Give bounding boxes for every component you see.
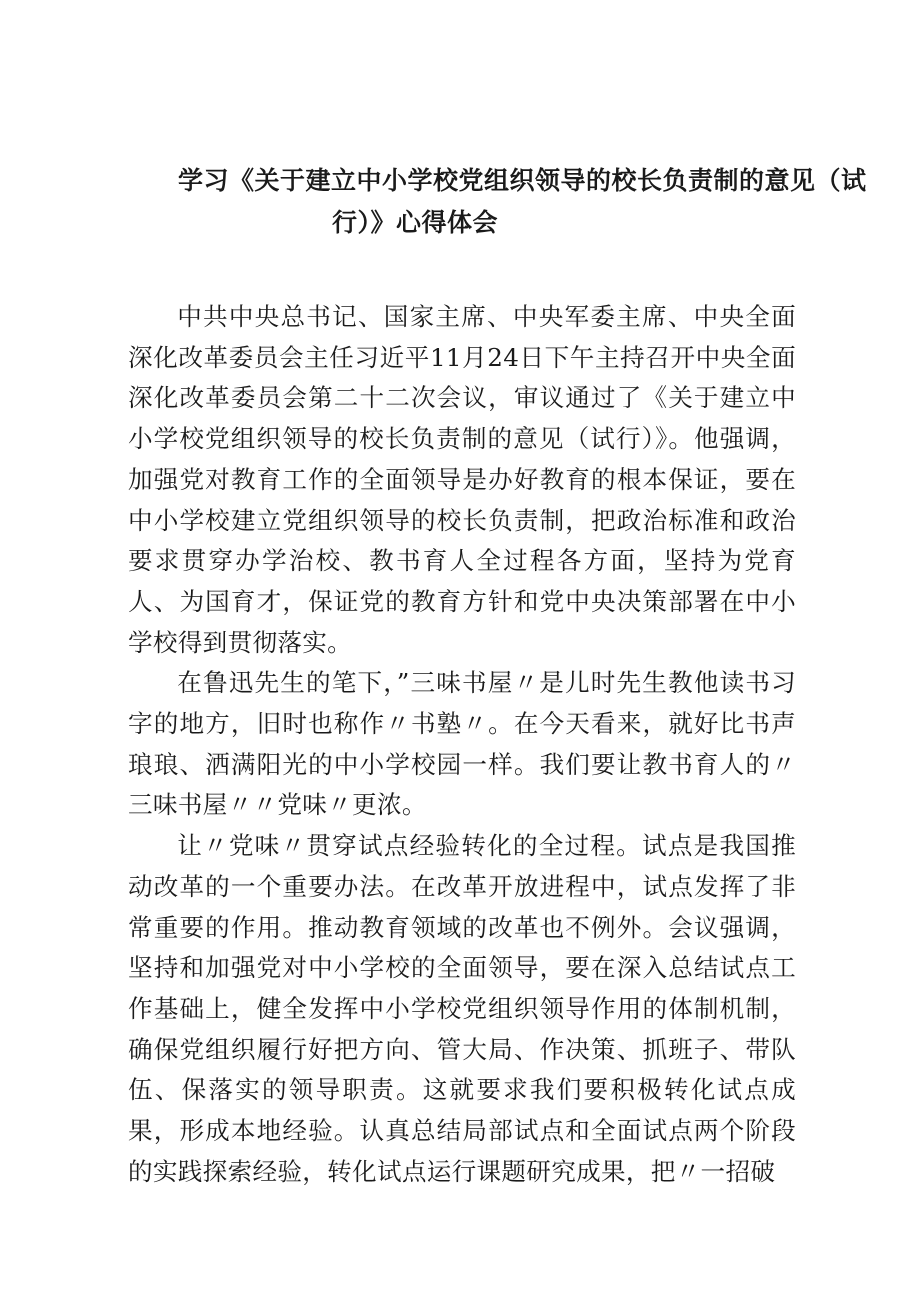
document-body xyxy=(128,297,796,1192)
document-title xyxy=(178,160,867,244)
paragraph-2: 在鲁迅先生的笔下，”三味书屋〃是儿时先生教他读书习字的地方，旧时也称作〃书塾〃。在今天看来，就好比书声琅琅、洒满阳光的中小学校园一样。我们要让教书育人的〃三味书屋〃〃党味〃更浓。 xyxy=(128,668,796,820)
title-line-1: 学习《关于建立中小学校党组织领导的校长负责制的意见（试 xyxy=(178,166,867,195)
paragraph-1: 中共中央总书记、国家主席、中央军委主席、中央全面深化改革委员会主任习近平11月24日下午主持召开中央全面深化改革委员会第二十二次会议，审议通过了《关于建立中小学校党组织领导的校长负责制的意见（试行）》。他强调，加强党对教育工作的全面领导是办好教育的根本保证，要在中小学校建立党组织领导的校长负责制，把政治标准和政治要求贯穿办学治校、教书育人全过程各方面，坚持为党育人、为国育才，保证党的教育方针和党中央决策部署在中小学校得到贯彻落实。 xyxy=(128,302,796,657)
title-line-2: 行）》心得体会 xyxy=(332,208,499,237)
paragraph-3: 让〃党味〃贯穿试点经验转化的全过程。试点是我国推动改革的一个重要办法。在改革开放进程中，试点发挥了非常重要的作用。推动教育领域的改革也不例外。会议强调，坚持和加强党对中小学校的全面领导，要在深入总结试点工作基础上，健全发挥中小学校党组织领导作用的体制机制，确保党组织履行好把方向、管大局、作决策、抓班子、带队伍、保落实的领导职责。这就要求我们要积极转化试点成果，形成本地经验。认真总结局部试点和全面试点两个阶段的实践探索经验，转化试点运行课题研究成果，把〃一招破 xyxy=(128,831,796,1186)
